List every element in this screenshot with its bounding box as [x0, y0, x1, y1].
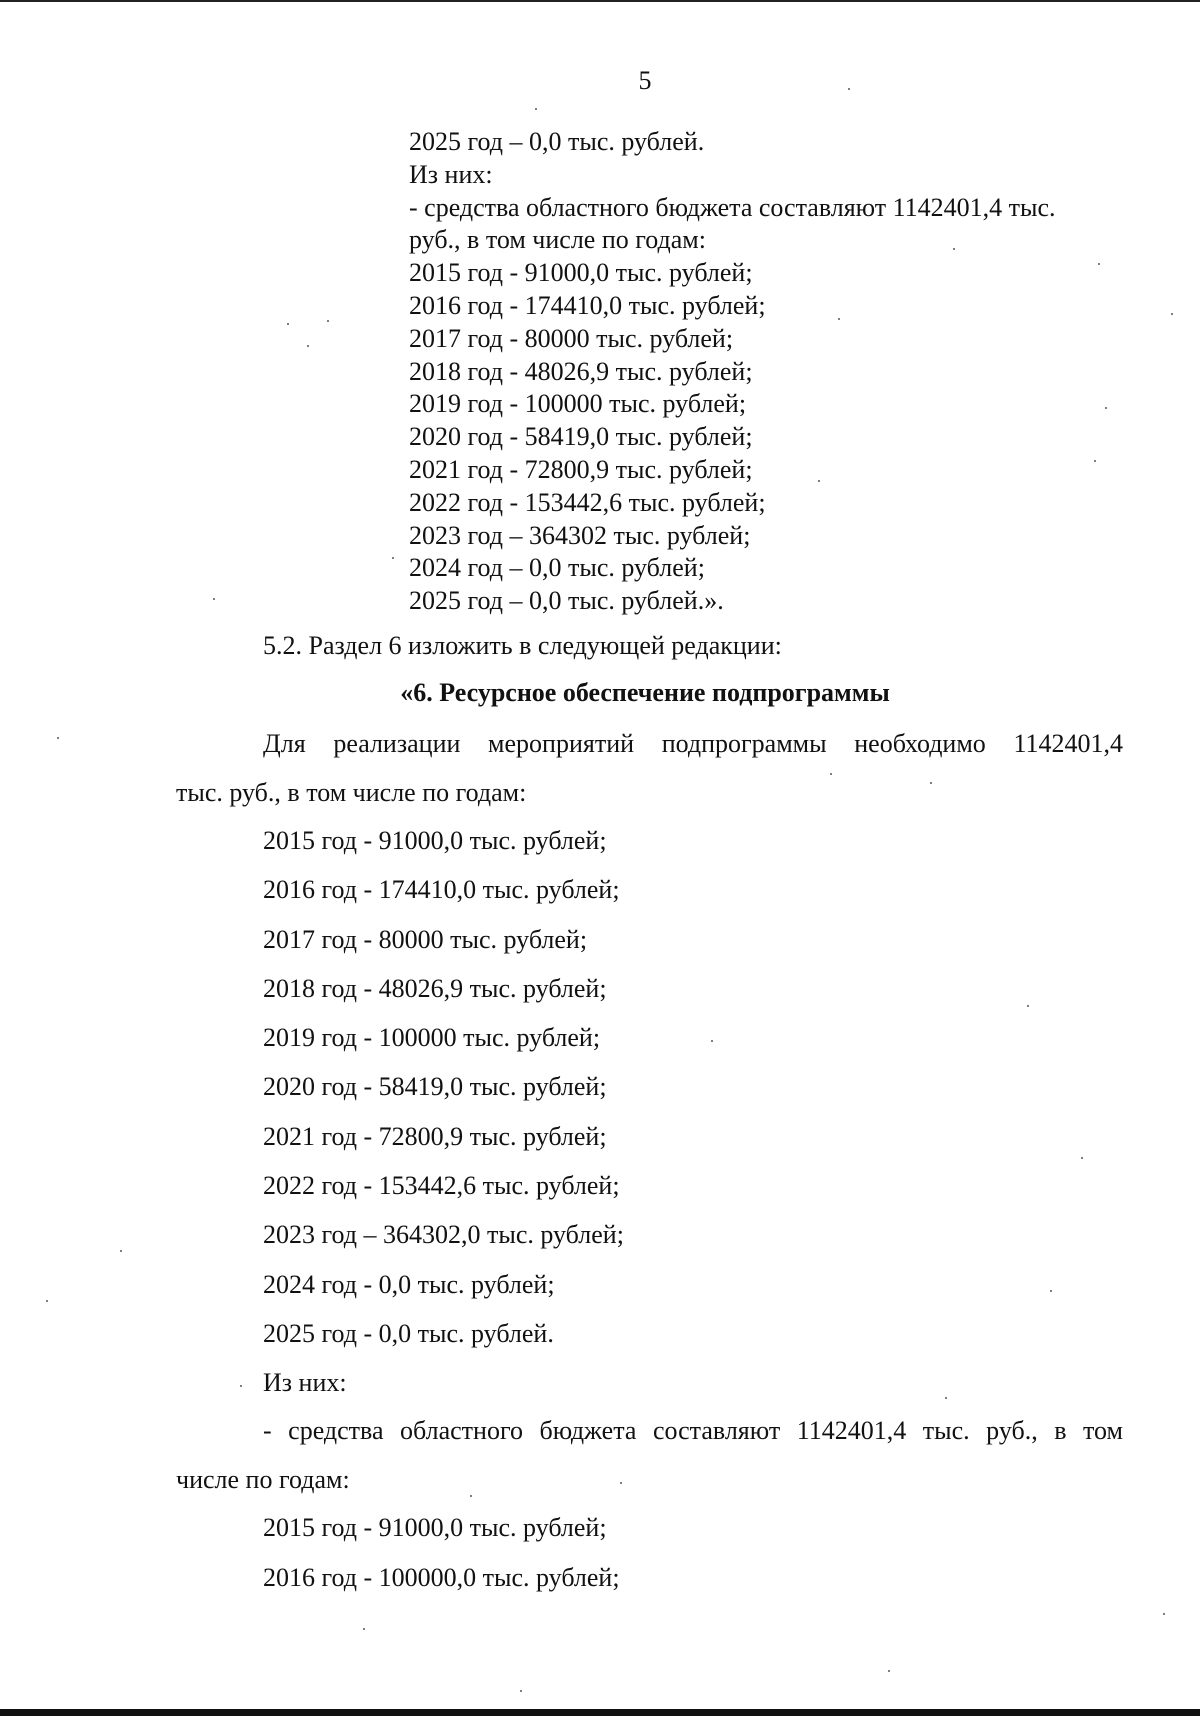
- list-item: 2022 год - 153442,6 тыс. рублей;: [263, 1171, 620, 1201]
- bottom-scan-edge: [0, 1709, 1200, 1716]
- list-item: 2019 год - 100000 тыс. рублей;: [263, 1023, 601, 1053]
- scan-speck: [1171, 313, 1173, 315]
- scan-speck: [363, 1628, 365, 1630]
- tail-line: 2024 год – 0,0 тыс. рублей;: [409, 553, 705, 583]
- list-item: 2025 год - 0,0 тыс. рублей.: [263, 1318, 554, 1348]
- scan-speck: [327, 320, 329, 322]
- scan-speck: [818, 480, 820, 482]
- list-item: 2024 год - 0,0 тыс. рублей;: [263, 1269, 555, 1299]
- tail-line: 2021 год - 72800,9 тыс. рублей;: [409, 454, 753, 484]
- total-by-year-list: [263, 825, 624, 1367]
- scan-speck: [1050, 1290, 1052, 1292]
- scan-speck: [213, 598, 215, 600]
- scan-speck: [838, 318, 840, 320]
- scan-speck: [120, 1250, 122, 1252]
- list-item: 2020 год - 58419,0 тыс. рублей;: [263, 1072, 607, 1102]
- scan-speck: [470, 1495, 472, 1497]
- scan-speck: [287, 323, 289, 325]
- tail-line: 2020 год - 58419,0 тыс. рублей;: [409, 422, 753, 452]
- tail-line: 2018 год - 48026,9 тыс. рублей;: [409, 356, 753, 386]
- scan-speck: [830, 773, 832, 775]
- list-item: 2018 год - 48026,9 тыс. рублей;: [263, 973, 607, 1003]
- regional-by-year-list: [263, 1512, 620, 1611]
- list-item: 2015 год - 91000,0 тыс. рублей;: [263, 826, 607, 855]
- tail-line: - средства областного бюджета составляют 1142401,4 тыс.: [409, 192, 1056, 222]
- list-item: 2021 год - 72800,9 тыс. рублей;: [263, 1121, 607, 1151]
- scan-speck: [240, 1385, 242, 1387]
- scan-speck: [46, 1300, 48, 1302]
- tail-line: руб., в том числе по годам:: [409, 225, 706, 255]
- scan-speck: [520, 1690, 522, 1692]
- scan-speck: [953, 248, 955, 250]
- tail-line: Из них:: [409, 159, 493, 189]
- amendment-instruction: 5.2. Раздел 6 изложить в следующей редакции:: [263, 631, 782, 660]
- tail-line: 2025 год – 0,0 тыс. рублей.: [409, 127, 705, 156]
- tail-line: 2025 год – 0,0 тыс. рублей.».: [409, 586, 724, 616]
- scan-speck: [392, 557, 394, 559]
- scan-speck: [848, 88, 850, 90]
- list-item: 2023 год – 364302,0 тыс. рублей;: [263, 1220, 624, 1250]
- tail-line: 2017 год - 80000 тыс. рублей;: [409, 323, 734, 353]
- regional-budget-line2: числе по годам:: [176, 1465, 350, 1494]
- scan-speck: [711, 1040, 713, 1042]
- list-item: 2016 год - 100000,0 тыс. рублей;: [263, 1562, 620, 1592]
- tail-line: 2015 год - 91000,0 тыс. рублей;: [409, 258, 753, 288]
- scan-speck: [930, 782, 932, 784]
- tail-line: 2023 год – 364302 тыс. рублей;: [409, 520, 751, 550]
- tail-line: 2019 год - 100000 тыс. рублей;: [409, 389, 747, 419]
- scan-speck: [620, 1482, 622, 1484]
- scan-speck: [1081, 1157, 1083, 1159]
- scan-speck: [1027, 1005, 1029, 1007]
- list-item: 2015 год - 91000,0 тыс. рублей;: [263, 1513, 607, 1542]
- tail-line: 2016 год - 174410,0 тыс. рублей;: [409, 290, 766, 320]
- list-item: 2016 год - 174410,0 тыс. рублей;: [263, 875, 620, 905]
- scan-speck: [1163, 1613, 1165, 1615]
- tail-line: 2022 год - 153442,6 тыс. рублей;: [409, 487, 766, 517]
- scan-speck: [1094, 460, 1096, 462]
- regional-budget-line1: - средства областного бюджета составляют 1142401,4 тыс. руб., в том: [263, 1416, 1123, 1445]
- scan-speck: [535, 108, 537, 110]
- scan-speck: [945, 1397, 947, 1399]
- intro-paragraph-line2: тыс. руб., в том числе по годам:: [176, 778, 527, 807]
- intro-paragraph-line1: Для реализации мероприятий подпрограммы необходимо 1142401,4: [263, 729, 1123, 758]
- top-scan-edge: [0, 0, 1200, 2]
- scan-speck: [888, 1670, 890, 1672]
- scan-speck: [1098, 263, 1100, 265]
- list-item: 2017 год - 80000 тыс. рублей;: [263, 924, 588, 954]
- section-heading: «6. Ресурсное обеспечение подпрограммы: [400, 678, 890, 707]
- previous-section-tail: [409, 126, 1129, 618]
- of-which-label: Из них:: [263, 1368, 347, 1397]
- scan-speck: [307, 345, 309, 347]
- page-number: 5: [638, 66, 652, 95]
- scan-speck: [1105, 407, 1107, 409]
- scan-speck: [57, 737, 59, 739]
